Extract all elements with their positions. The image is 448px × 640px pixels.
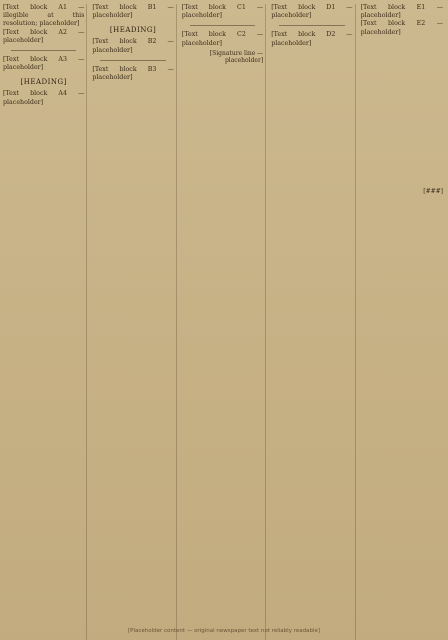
article-text: [Text block B2 — placeholder] (92, 38, 176, 54)
page-number: [###] (423, 188, 443, 195)
article-text: [Text block E2 — placeholder] (360, 20, 445, 36)
article-text: [Text block A2 — placeholder] (3, 28, 87, 44)
article-text: [Text block C2 — placeholder] (181, 31, 266, 47)
section-divider (11, 50, 76, 51)
section-divider (190, 25, 255, 26)
article-text: [Text block B1 — placeholder] (92, 4, 176, 20)
article-text: [Text block D1 — placeholder] (271, 4, 355, 20)
article-text: [Text block A3 — placeholder] (3, 56, 87, 72)
column-2 (92, 4, 176, 640)
column-1 (3, 4, 87, 640)
article-text: [Text block A1 — illegible at this resolution; placeholder] (3, 4, 87, 28)
article-text: [Text block D2 — placeholder] (271, 31, 355, 47)
article-text: [Text block E1 — placeholder] (360, 4, 445, 20)
section-heading: [HEADING] (20, 78, 67, 87)
section-divider (100, 60, 165, 61)
article-text: [Text block C1 — placeholder] (181, 4, 266, 20)
placeholder-note: [Placeholder content — original newspaper text not reliably readable] (127, 628, 320, 634)
section-heading: [HEADING] (109, 26, 157, 35)
newspaper-columns (3, 4, 445, 640)
signature-line: [Signature line — placeholder] (209, 49, 264, 64)
column-5 (361, 4, 445, 640)
column-3 (182, 4, 266, 640)
article-text: [Text block A4 — placeholder] (3, 90, 87, 106)
column-4 (271, 4, 355, 640)
article-text: [Text block B3 — placeholder] (92, 65, 176, 82)
section-divider (279, 25, 344, 26)
